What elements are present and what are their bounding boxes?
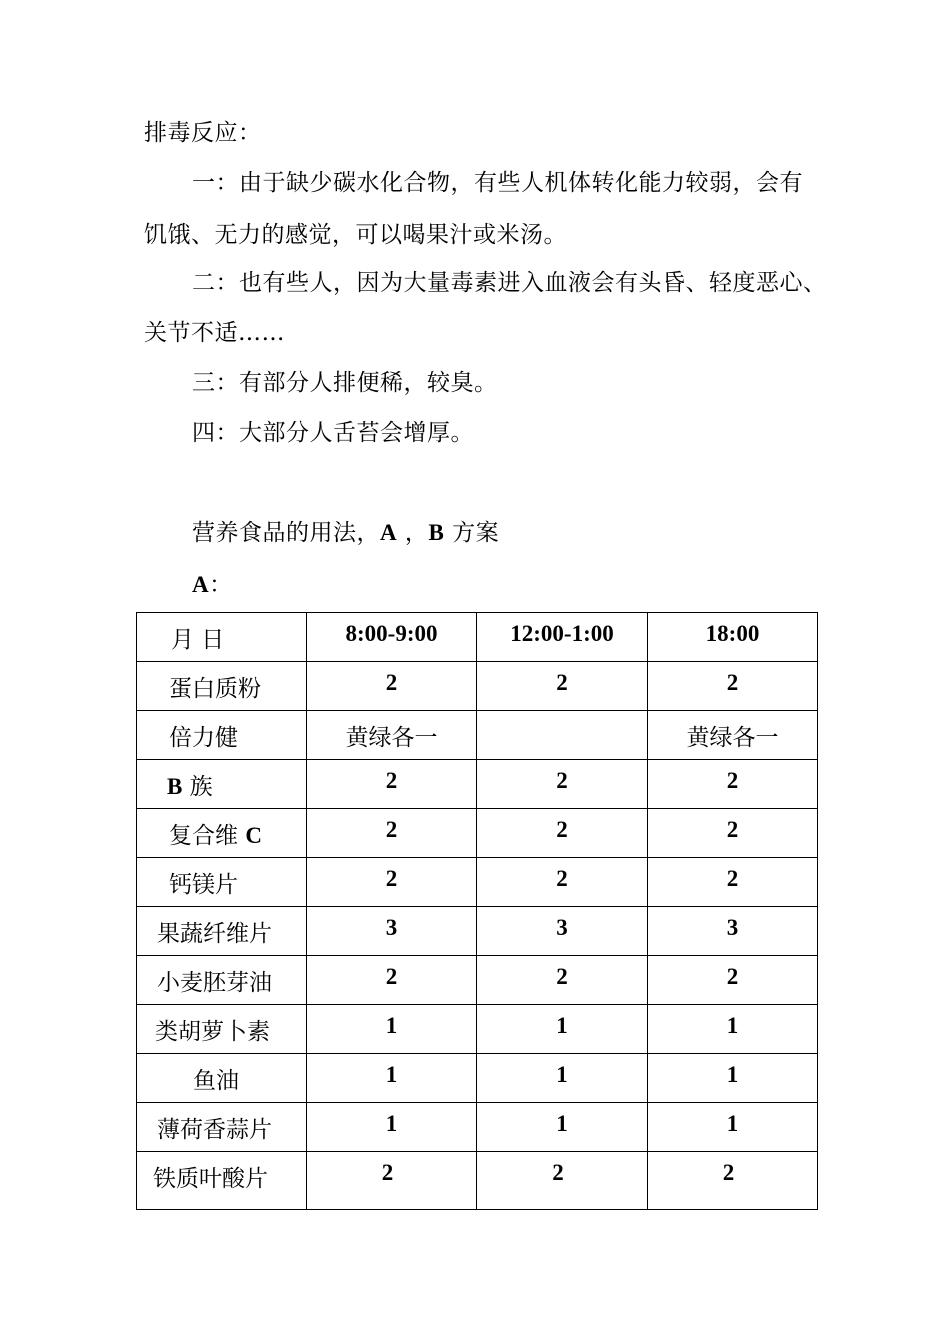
dose-cell-1: 黄绿各一 bbox=[307, 711, 477, 760]
row-item-name: 鱼油 bbox=[137, 1054, 307, 1103]
header-time-morning: 8:00-9:00 bbox=[307, 613, 477, 662]
header-date-cell: 月 日 bbox=[137, 613, 307, 662]
table-row bbox=[137, 662, 818, 711]
dose-cell-2: 2 bbox=[477, 809, 648, 858]
dose-cell-3: 3 bbox=[648, 907, 818, 956]
row-item-name: 蛋白质粉 bbox=[137, 662, 307, 711]
dose-cell-2: 2 bbox=[477, 662, 648, 711]
dose-cell-1: 2 bbox=[307, 1152, 477, 1210]
usage-plan-a: A bbox=[380, 520, 398, 545]
table-row bbox=[137, 1054, 818, 1103]
dose-cell-2: 3 bbox=[477, 907, 648, 956]
dose-cell-1: 2 bbox=[307, 858, 477, 907]
table-row bbox=[137, 1005, 818, 1054]
usage-plan-b: B bbox=[428, 520, 445, 545]
dose-cell-1: 2 bbox=[307, 809, 477, 858]
plan-a-colon: ： bbox=[209, 572, 233, 598]
dose-cell-1: 2 bbox=[307, 956, 477, 1005]
dose-cell-2: 1 bbox=[477, 1005, 648, 1054]
dose-cell-3: 2 bbox=[648, 662, 818, 711]
table-row bbox=[137, 858, 818, 907]
row-item-name: 果蔬纤维片 bbox=[137, 907, 307, 956]
item-name-text: 复合维 bbox=[169, 823, 246, 849]
usage-suffix: 方案 bbox=[444, 520, 500, 546]
usage-heading bbox=[192, 518, 499, 548]
table-row bbox=[137, 711, 818, 760]
dose-cell-2: 2 bbox=[477, 1152, 648, 1210]
table-row bbox=[137, 907, 818, 956]
dose-cell-3: 黄绿各一 bbox=[648, 711, 818, 760]
dose-cell-3: 1 bbox=[648, 1103, 818, 1152]
table-header-row bbox=[137, 613, 818, 662]
paragraph-3: 三：有部分人排便稀，较臭。 bbox=[192, 370, 498, 396]
item-name-latin: B bbox=[167, 774, 183, 799]
table-row bbox=[137, 1103, 818, 1152]
supplement-schedule-table bbox=[136, 612, 818, 1210]
dose-cell-3: 2 bbox=[648, 760, 818, 809]
paragraph-2-line-1: 二：也有些人，因为大量毒素进入血液会有头昏、轻度恶心、 bbox=[192, 270, 827, 296]
table-row bbox=[137, 956, 818, 1005]
dose-cell-3: 2 bbox=[648, 858, 818, 907]
dose-cell-1: 1 bbox=[307, 1054, 477, 1103]
plan-a-letter: A bbox=[192, 572, 210, 597]
item-name-latin: C bbox=[245, 823, 262, 848]
dose-cell-3: 2 bbox=[648, 809, 818, 858]
dose-cell-3: 2 bbox=[648, 1152, 818, 1210]
dose-cell-3: 1 bbox=[648, 1054, 818, 1103]
dose-cell-2: 2 bbox=[477, 956, 648, 1005]
dose-cell-2: 2 bbox=[477, 760, 648, 809]
row-item-name: 小麦胚芽油 bbox=[137, 956, 307, 1005]
table-row bbox=[137, 760, 818, 809]
item-name-text: 族 bbox=[182, 774, 213, 800]
dose-cell-1: 1 bbox=[307, 1005, 477, 1054]
row-item-name bbox=[137, 760, 307, 809]
dose-cell-2 bbox=[477, 711, 648, 760]
dose-cell-3: 2 bbox=[648, 956, 818, 1005]
paragraph-2-line-2: 关节不适…… bbox=[144, 320, 285, 346]
table-row bbox=[137, 809, 818, 858]
paragraph-1-line-2: 饥饿、无力的感觉，可以喝果汁或米汤。 bbox=[144, 222, 567, 248]
dose-cell-2: 2 bbox=[477, 858, 648, 907]
heading-detox-reactions: 排毒反应： bbox=[144, 120, 262, 146]
row-item-name: 类胡萝卜素 bbox=[137, 1005, 307, 1054]
header-time-evening: 18:00 bbox=[648, 613, 818, 662]
dose-cell-1: 2 bbox=[307, 760, 477, 809]
dose-cell-3: 1 bbox=[648, 1005, 818, 1054]
dose-cell-1: 1 bbox=[307, 1103, 477, 1152]
dose-cell-2: 1 bbox=[477, 1103, 648, 1152]
row-item-name: 钙镁片 bbox=[137, 858, 307, 907]
table-row bbox=[137, 1152, 818, 1210]
dose-cell-1: 2 bbox=[307, 662, 477, 711]
plan-a-label bbox=[192, 570, 233, 600]
paragraph-4: 四：大部分人舌苔会增厚。 bbox=[192, 420, 474, 446]
paragraph-1-line-1: 一：由于缺少碳水化合物，有些人机体转化能力较弱，会有 bbox=[192, 170, 803, 196]
row-item-name: 铁质叶酸片 bbox=[137, 1152, 307, 1210]
dose-cell-1: 3 bbox=[307, 907, 477, 956]
row-item-name: 倍力健 bbox=[137, 711, 307, 760]
row-item-name bbox=[137, 809, 307, 858]
row-item-name: 薄荷香蒜片 bbox=[137, 1103, 307, 1152]
usage-prefix: 营养食品的用法， bbox=[192, 520, 380, 546]
header-time-noon: 12:00-1:00 bbox=[477, 613, 648, 662]
usage-separator: ， bbox=[397, 520, 429, 546]
dose-cell-2: 1 bbox=[477, 1054, 648, 1103]
